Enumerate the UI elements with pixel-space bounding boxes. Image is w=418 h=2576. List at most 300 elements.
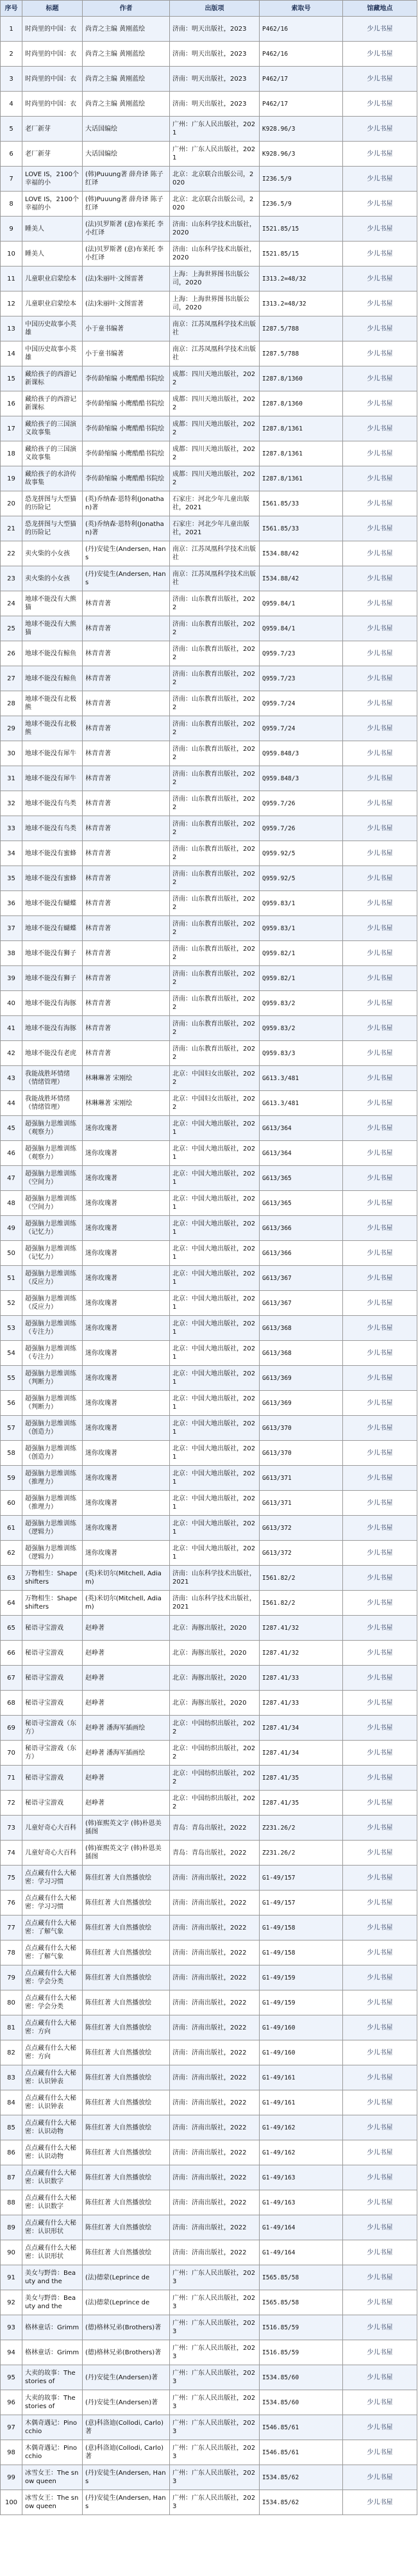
cell-seq-text: 18 bbox=[7, 450, 15, 457]
cell-seq bbox=[1, 591, 22, 616]
cell-seq-text: 29 bbox=[7, 725, 15, 732]
cell-title bbox=[22, 1416, 83, 1441]
cell-title-text: 木偶奇遇记：Pinocchio bbox=[25, 2445, 78, 2460]
cell-seq-text: 37 bbox=[7, 924, 15, 932]
cell-seq-text: 73 bbox=[7, 1824, 15, 1832]
cell-publication-text: 济南：山东教育出版社，2022 bbox=[172, 596, 256, 611]
cell-author-text: 陈佳红著 大自然播放绘 bbox=[85, 1874, 152, 1882]
cell-seq-text: 34 bbox=[7, 849, 15, 857]
cell-seq bbox=[1, 2065, 22, 2090]
cell-publication bbox=[170, 192, 260, 217]
cell-seq-text: 35 bbox=[7, 874, 15, 882]
table-row bbox=[1, 2290, 417, 2315]
cell-seq bbox=[1, 2040, 22, 2065]
cell-seq bbox=[1, 1466, 22, 1491]
cell-seq-text: 28 bbox=[7, 700, 15, 707]
cell-publication-text: 石家庄：河北少年儿童出版社，2021 bbox=[172, 521, 249, 536]
cell-location-text: 少儿书屋 bbox=[367, 75, 393, 83]
table-row bbox=[1, 1066, 417, 1091]
cell-title-text: 超强脑力思维训练（专注力） bbox=[25, 1320, 76, 1336]
table-header bbox=[1, 1, 417, 17]
cell-call-number bbox=[260, 2140, 343, 2165]
cell-author-text: 迷你玫瑰著 bbox=[85, 1224, 117, 1232]
cell-seq-text: 88 bbox=[7, 2199, 15, 2206]
cell-call-number bbox=[260, 841, 343, 866]
cell-author bbox=[83, 2440, 170, 2465]
cell-location-text: 少儿书屋 bbox=[367, 1374, 393, 1382]
cell-seq-text: 50 bbox=[7, 1249, 15, 1257]
cell-seq-text: 89 bbox=[7, 2224, 15, 2231]
cell-author bbox=[83, 2390, 170, 2415]
cell-author-text: 赵峥著 bbox=[85, 1774, 104, 1782]
cell-location bbox=[343, 1116, 417, 1141]
cell-publication-text: 广州：广东人民出版社，2023 bbox=[172, 2470, 256, 2485]
cell-publication bbox=[170, 1341, 260, 1366]
cell-seq bbox=[1, 516, 22, 541]
cell-location-text: 少儿书屋 bbox=[367, 2249, 393, 2256]
cell-publication bbox=[170, 966, 260, 991]
cell-title bbox=[22, 1816, 83, 1841]
cell-title bbox=[22, 841, 83, 866]
cell-seq bbox=[1, 1241, 22, 1266]
cell-publication bbox=[170, 1266, 260, 1291]
cell-author bbox=[83, 2315, 170, 2340]
cell-author-text: (意)科洛迪(Collodi, Carlo)著 bbox=[85, 2445, 163, 2460]
cell-author-text: (法)德蒙(Leprince de bbox=[85, 2274, 150, 2281]
cell-location-text: 少儿书屋 bbox=[367, 1649, 393, 1657]
cell-seq bbox=[1, 67, 22, 92]
cell-author bbox=[83, 1241, 170, 1266]
cell-title-text: 超强脑力思维训练（反应力） bbox=[25, 1270, 76, 1286]
table-row bbox=[1, 1666, 417, 1691]
cell-publication-text: 北京：中国纺织出版社，2022 bbox=[172, 1745, 256, 1760]
cell-publication-text: 广州：广东人民出版社，2023 bbox=[172, 2295, 256, 2310]
cell-title-text: 藏给孩子的三国演义故事集 bbox=[25, 446, 76, 461]
cell-title bbox=[22, 2140, 83, 2165]
cell-seq-text: 17 bbox=[7, 425, 15, 432]
cell-location-text: 少儿书屋 bbox=[367, 2174, 393, 2181]
cell-author bbox=[83, 716, 170, 741]
cell-location-text: 少儿书屋 bbox=[367, 650, 393, 657]
cell-publication bbox=[170, 641, 260, 666]
cell-seq-text: 57 bbox=[7, 1424, 15, 1432]
cell-location bbox=[343, 1166, 417, 1191]
cell-author bbox=[83, 1491, 170, 1516]
cell-call-number bbox=[260, 766, 343, 791]
cell-call-number bbox=[260, 566, 343, 591]
cell-publication-text: 济南：山东教育出版社，2022 bbox=[172, 771, 256, 786]
cell-seq-text: 94 bbox=[7, 2349, 15, 2356]
cell-call-number-text: Q959.7/26 bbox=[262, 800, 296, 807]
cell-publication bbox=[170, 1916, 260, 1940]
cell-call-number bbox=[260, 1566, 343, 1591]
cell-seq-text: 84 bbox=[7, 2099, 15, 2106]
cell-publication bbox=[170, 2190, 260, 2215]
cell-author-text: (丹)安徒生(Andersen, Hans bbox=[85, 546, 166, 561]
cell-title-text: 儿童好奇心大百科 bbox=[25, 1849, 76, 1857]
table-row bbox=[1, 1516, 417, 1541]
cell-call-number bbox=[260, 217, 343, 242]
cell-call-number-text: G1-49/161 bbox=[262, 2099, 296, 2106]
cell-seq-text: 81 bbox=[7, 2024, 15, 2031]
cell-author-text: 迷你玫瑰著 bbox=[85, 1449, 117, 1457]
cell-location-text: 少儿书屋 bbox=[367, 1224, 393, 1232]
cell-location bbox=[343, 1316, 417, 1341]
cell-author bbox=[83, 1091, 170, 1116]
cell-title-text: 超强脑力思维训练（推理力） bbox=[25, 1495, 76, 1511]
cell-author-text: 迷你玫瑰著 bbox=[85, 1124, 117, 1132]
cell-publication-text: 青岛：青岛出版社，2022 bbox=[172, 1849, 247, 1857]
cell-call-number-text: Q959.848/3 bbox=[262, 775, 299, 782]
cell-title-text: 点点藏有什么大秘密：认识形状 bbox=[25, 2220, 76, 2235]
cell-author-text: 迷你玫瑰著 bbox=[85, 1149, 117, 1157]
cell-call-number bbox=[260, 991, 343, 1016]
cell-location-text: 少儿书屋 bbox=[367, 400, 393, 407]
cell-location bbox=[343, 1391, 417, 1416]
cell-location bbox=[343, 1766, 417, 1791]
cell-location bbox=[343, 816, 417, 841]
table-row bbox=[1, 1716, 417, 1741]
cell-author-text: (英)乔纳森·恩特利(Jonathan)著 bbox=[85, 521, 164, 536]
cell-author-text: 迷你玫瑰著 bbox=[85, 1274, 117, 1282]
table-row bbox=[1, 67, 417, 92]
cell-seq-text: 2 bbox=[9, 50, 13, 58]
cell-publication-text: 北京：中国大地出版社，2021 bbox=[172, 1495, 256, 1511]
cell-author-text: 林青青著 bbox=[85, 974, 111, 982]
cell-publication bbox=[170, 1491, 260, 1516]
cell-location-text: 少儿书屋 bbox=[367, 1599, 393, 1607]
cell-location bbox=[343, 1841, 417, 1866]
cell-publication-text: 济南：山东教育出版社，2022 bbox=[172, 996, 256, 1011]
cell-author-text: (德)格林兄弟(Brothers)著 bbox=[85, 2324, 162, 2331]
cell-publication bbox=[170, 1141, 260, 1166]
cell-author bbox=[83, 2490, 170, 2515]
cell-call-number-text: I516.85/59 bbox=[262, 2324, 299, 2331]
cell-author bbox=[83, 341, 170, 366]
cell-call-number bbox=[260, 616, 343, 641]
cell-seq-text: 33 bbox=[7, 824, 15, 832]
cell-location bbox=[343, 891, 417, 916]
cell-author-text: 尚青之主编 黄刚蓝绘 bbox=[85, 100, 146, 108]
cell-author-text: 尚青之主编 黄刚蓝绘 bbox=[85, 50, 146, 58]
cell-author-text: (丹)安徒生(Andersen, Hans bbox=[85, 571, 166, 586]
cell-title bbox=[22, 2115, 83, 2140]
cell-location bbox=[343, 2390, 417, 2415]
cell-publication bbox=[170, 616, 260, 641]
cell-seq-text: 47 bbox=[7, 1174, 15, 1182]
cell-author bbox=[83, 217, 170, 242]
cell-publication bbox=[170, 691, 260, 716]
cell-call-number-text: I534.85/62 bbox=[262, 2498, 299, 2506]
cell-seq-text: 87 bbox=[7, 2174, 15, 2181]
cell-author bbox=[83, 1990, 170, 2015]
cell-author-text: (丹)安徒生(Andersen)著 bbox=[85, 2374, 158, 2381]
cell-author bbox=[83, 1166, 170, 1191]
cell-author bbox=[83, 142, 170, 167]
cell-title-text: 点点藏有什么大秘密：认识形状 bbox=[25, 2245, 76, 2260]
cell-title-text: 美女与野兽：Beauty and the bbox=[25, 2270, 76, 2285]
cell-location bbox=[343, 316, 417, 341]
cell-title bbox=[22, 2465, 83, 2490]
cell-seq bbox=[1, 1216, 22, 1241]
cell-title-text: 点点藏有什么大秘密：认识动物 bbox=[25, 2145, 76, 2160]
cell-author-text: 迷你玫瑰著 bbox=[85, 1174, 117, 1182]
cell-seq bbox=[1, 142, 22, 167]
cell-author-text: 林青青著 bbox=[85, 750, 111, 757]
cell-author-text: 小于童书编著 bbox=[85, 325, 124, 332]
cell-location-text: 少儿书屋 bbox=[367, 1074, 393, 1082]
cell-call-number-text: Z231.26/2 bbox=[262, 1824, 296, 1832]
table-row bbox=[1, 2065, 417, 2090]
cell-publication-text: 北京：中国大地出版社，2021 bbox=[172, 1470, 256, 1486]
table-row bbox=[1, 1566, 417, 1591]
table-row bbox=[1, 2090, 417, 2115]
cell-publication-text: 北京：海豚出版社，2020 bbox=[172, 1649, 247, 1657]
cell-location-text: 少儿书屋 bbox=[367, 500, 393, 507]
cell-publication-text: 北京：中国大地出版社，2021 bbox=[172, 1145, 256, 1161]
cell-author-text: (法)朱丽叶·文图雷著 bbox=[85, 300, 144, 308]
cell-call-number bbox=[260, 1841, 343, 1866]
table-row bbox=[1, 92, 417, 117]
cell-publication-text: 成都：四川天地出版社，2022 bbox=[172, 396, 256, 411]
cell-title bbox=[22, 341, 83, 366]
cell-title bbox=[22, 1316, 83, 1341]
cell-title-text: 中国历史故事小英雄 bbox=[25, 321, 76, 336]
cell-location bbox=[343, 1416, 417, 1441]
cell-author-text: 迷你玫瑰著 bbox=[85, 1424, 117, 1432]
cell-call-number bbox=[260, 1616, 343, 1641]
table-row bbox=[1, 1166, 417, 1191]
cell-publication bbox=[170, 2215, 260, 2240]
cell-publication bbox=[170, 1841, 260, 1866]
cell-location-text: 少儿书屋 bbox=[367, 450, 393, 457]
cell-seq-text: 21 bbox=[7, 525, 15, 532]
table-row bbox=[1, 966, 417, 991]
cell-publication-text: 广州：广东人民出版社，2023 bbox=[172, 2445, 256, 2460]
cell-seq bbox=[1, 541, 22, 566]
cell-seq-text: 79 bbox=[7, 1974, 15, 1981]
cell-title-text: 我能战胜坏情绪（情绪管理） bbox=[25, 1095, 70, 1111]
cell-location bbox=[343, 1791, 417, 1816]
cell-title-text: 超强脑力思维训练（反应力） bbox=[25, 1295, 76, 1311]
cell-title-text: 地球不能没有鲸鱼 bbox=[25, 650, 76, 657]
cell-publication bbox=[170, 1441, 260, 1466]
cell-seq-text: 8 bbox=[9, 200, 13, 208]
cell-location-text: 少儿书屋 bbox=[367, 675, 393, 682]
cell-title-text: 藏给孩子的西游记新课标 bbox=[25, 371, 76, 386]
cell-publication bbox=[170, 1866, 260, 1891]
cell-title-text: 冰雪女王：The snow queen bbox=[25, 2470, 79, 2485]
cell-publication bbox=[170, 341, 260, 366]
cell-location-text: 少儿书屋 bbox=[367, 1274, 393, 1282]
cell-seq bbox=[1, 2240, 22, 2265]
cell-author-text: 陈佳红著 大自然播放绘 bbox=[85, 2074, 152, 2081]
cell-location-text: 少儿书屋 bbox=[367, 475, 393, 482]
cell-author bbox=[83, 242, 170, 267]
cell-location-text: 少儿书屋 bbox=[367, 1949, 393, 1957]
cell-call-number-text: G1-49/163 bbox=[262, 2174, 296, 2181]
cell-title bbox=[22, 117, 83, 142]
table-row bbox=[1, 2165, 417, 2190]
cell-seq bbox=[1, 2490, 22, 2515]
cell-seq bbox=[1, 1291, 22, 1316]
cell-seq bbox=[1, 916, 22, 941]
cell-call-number bbox=[260, 267, 343, 291]
cell-title bbox=[22, 616, 83, 641]
cell-publication bbox=[170, 2365, 260, 2390]
cell-location-text: 少儿书屋 bbox=[367, 974, 393, 982]
cell-location bbox=[343, 2365, 417, 2390]
table-row bbox=[1, 2115, 417, 2140]
cell-author-text: 林琳琳著 宋刚绘 bbox=[85, 1099, 133, 1107]
cell-call-number-text: G613/370 bbox=[262, 1424, 292, 1432]
cell-location bbox=[343, 217, 417, 242]
cell-publication-text: 成都：四川天地出版社，2022 bbox=[172, 371, 256, 386]
cell-title bbox=[22, 142, 83, 167]
cell-publication bbox=[170, 2140, 260, 2165]
cell-author bbox=[83, 92, 170, 117]
cell-author bbox=[83, 1441, 170, 1466]
cell-location bbox=[343, 242, 417, 267]
cell-author-text: 陈佳红著 大自然播放绘 bbox=[85, 1974, 152, 1981]
cell-publication-text: 济南：山东教育出版社，2022 bbox=[172, 946, 256, 961]
cell-call-number-text: G613/369 bbox=[262, 1399, 292, 1407]
cell-location bbox=[343, 67, 417, 92]
cell-location-text: 少儿书屋 bbox=[367, 1174, 393, 1182]
cell-seq-text: 75 bbox=[7, 1874, 15, 1882]
cell-location bbox=[343, 1816, 417, 1841]
cell-publication-text: 济南：济南出版社，2022 bbox=[172, 2049, 247, 2056]
cell-call-number-text: K928.96/3 bbox=[262, 150, 296, 158]
cell-call-number-text: I287.41/33 bbox=[262, 1699, 299, 1707]
cell-call-number-text: Q959.7/23 bbox=[262, 650, 296, 657]
cell-publication bbox=[170, 841, 260, 866]
cell-publication bbox=[170, 1066, 260, 1091]
header-seq: 序号 bbox=[1, 1, 22, 17]
cell-seq-text: 91 bbox=[7, 2274, 15, 2281]
cell-author-text: 林青青著 bbox=[85, 600, 111, 607]
table-row bbox=[1, 1391, 417, 1416]
cell-seq-text: 62 bbox=[7, 1549, 15, 1557]
cell-call-number bbox=[260, 1666, 343, 1691]
table-row bbox=[1, 167, 417, 192]
cell-call-number-text: G613.3/481 bbox=[262, 1099, 299, 1107]
cell-publication bbox=[170, 1291, 260, 1316]
cell-seq-text: 12 bbox=[7, 300, 15, 308]
cell-call-number bbox=[260, 2040, 343, 2065]
cell-author bbox=[83, 466, 170, 491]
cell-call-number bbox=[260, 1441, 343, 1466]
cell-location-text: 少儿书屋 bbox=[367, 1199, 393, 1207]
cell-title bbox=[22, 1241, 83, 1266]
cell-call-number bbox=[260, 1116, 343, 1141]
header-call-number: 索取号 bbox=[260, 1, 343, 17]
cell-author-text: 陈佳红著 大自然播放绘 bbox=[85, 2024, 152, 2031]
cell-title-text: 点点藏有什么大秘密：方向 bbox=[25, 2045, 76, 2060]
cell-location-text: 少儿书屋 bbox=[367, 2124, 393, 2131]
cell-author-text: (韩)Puuung著 薛舟译 陈子红译 bbox=[85, 171, 163, 186]
cell-author bbox=[83, 366, 170, 391]
cell-author bbox=[83, 966, 170, 991]
header-title: 标题 bbox=[22, 1, 83, 17]
cell-publication-text: 济南：明天出版社，2023 bbox=[172, 100, 247, 108]
cell-title bbox=[22, 2390, 83, 2415]
cell-location bbox=[343, 1366, 417, 1391]
cell-seq-text: 38 bbox=[7, 949, 15, 957]
cell-location bbox=[343, 1016, 417, 1041]
cell-seq bbox=[1, 2440, 22, 2465]
cell-author-text: (英)米切尔(Mitchell, Adiam) bbox=[85, 1595, 162, 1611]
cell-publication bbox=[170, 2340, 260, 2365]
cell-title-text: 超强脑力思维训练（专注力） bbox=[25, 1345, 76, 1361]
cell-author-text: 迷你玫瑰著 bbox=[85, 1199, 117, 1207]
cell-title-text: 超强脑力思维训练（空间力） bbox=[25, 1195, 76, 1211]
cell-location bbox=[343, 2190, 417, 2215]
cell-seq-text: 51 bbox=[7, 1274, 15, 1282]
cell-publication bbox=[170, 167, 260, 192]
cell-seq bbox=[1, 1066, 22, 1091]
cell-publication-text: 济南：济南出版社，2022 bbox=[172, 1899, 247, 1907]
cell-seq-text: 65 bbox=[7, 1624, 15, 1632]
table-row bbox=[1, 1616, 417, 1641]
cell-location bbox=[343, 941, 417, 966]
cell-location bbox=[343, 966, 417, 991]
cell-author-text: 迷你玫瑰著 bbox=[85, 1324, 117, 1332]
cell-location bbox=[343, 566, 417, 591]
table-row bbox=[1, 142, 417, 167]
cell-call-number bbox=[260, 1866, 343, 1891]
header-publication: 出版项 bbox=[170, 1, 260, 17]
cell-title bbox=[22, 491, 83, 516]
cell-author bbox=[83, 67, 170, 92]
header-row bbox=[1, 1, 417, 17]
cell-publication-text: 广州：广东人民出版社，2023 bbox=[172, 2320, 256, 2335]
cell-seq-text: 40 bbox=[7, 999, 15, 1007]
cell-location-text: 少儿书屋 bbox=[367, 1324, 393, 1332]
cell-call-number-text: G1-49/158 bbox=[262, 1924, 296, 1932]
cell-seq-text: 92 bbox=[7, 2299, 15, 2306]
table-row bbox=[1, 991, 417, 1016]
cell-call-number bbox=[260, 17, 343, 42]
cell-call-number-text: G613/364 bbox=[262, 1149, 292, 1157]
cell-location bbox=[343, 666, 417, 691]
cell-title bbox=[22, 192, 83, 217]
table-row bbox=[1, 1341, 417, 1366]
cell-author-text: 迷你玫瑰著 bbox=[85, 1549, 117, 1557]
cell-title-text: 地球不能没有海豚 bbox=[25, 1024, 76, 1032]
cell-seq-text: 71 bbox=[7, 1774, 15, 1782]
cell-title-text: 格林童话：Grimm bbox=[25, 2324, 79, 2331]
cell-seq bbox=[1, 1116, 22, 1141]
cell-title-text: 秘语寻宝游戏 bbox=[25, 1799, 63, 1807]
cell-call-number bbox=[260, 941, 343, 966]
cell-title bbox=[22, 42, 83, 67]
cell-seq bbox=[1, 2290, 22, 2315]
cell-author bbox=[83, 741, 170, 766]
cell-publication-text: 济南：明天出版社，2023 bbox=[172, 75, 247, 83]
cell-location bbox=[343, 2115, 417, 2140]
cell-seq bbox=[1, 2190, 22, 2215]
cell-publication-text: 北京：海豚出版社，2020 bbox=[172, 1624, 247, 1632]
cell-author bbox=[83, 666, 170, 691]
cell-author-text: 迷你玫瑰著 bbox=[85, 1474, 117, 1482]
cell-title-text: 点点藏有什么大秘密：认识数字 bbox=[25, 2170, 76, 2185]
cell-publication-text: 济南：济南出版社，2022 bbox=[172, 2199, 247, 2206]
cell-author-text: (法)德蒙(Leprince de bbox=[85, 2299, 150, 2306]
cell-publication bbox=[170, 441, 260, 466]
cell-seq bbox=[1, 366, 22, 391]
cell-author bbox=[83, 1066, 170, 1091]
